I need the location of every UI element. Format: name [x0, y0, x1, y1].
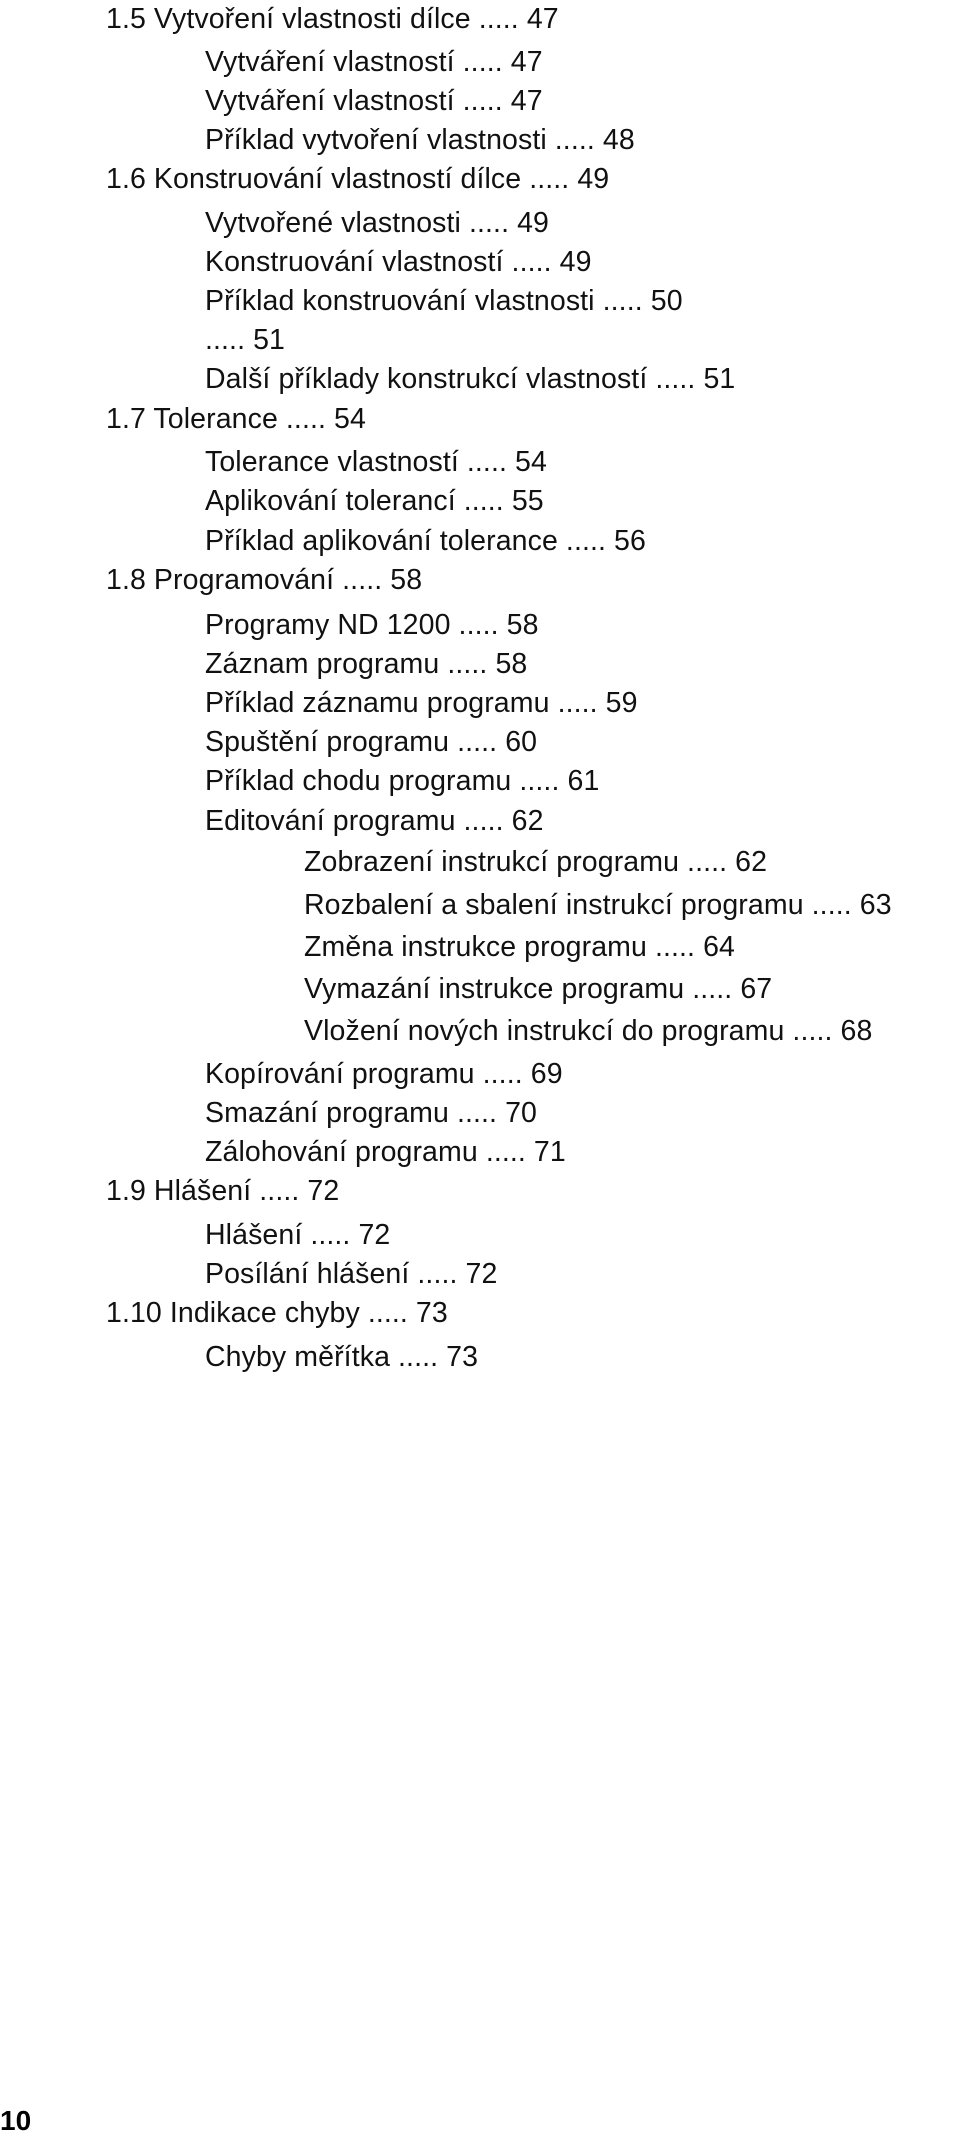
- toc-entry: Vytváření vlastností ..... 47: [205, 85, 543, 117]
- toc-subentry: Rozbalení a sbalení instrukcí programu ..... 63: [304, 889, 892, 921]
- toc-entry: Příklad záznamu programu ..... 59: [205, 687, 638, 719]
- toc-entry: Spuštění programu ..... 60: [205, 726, 538, 758]
- toc-entry: Tolerance vlastností ..... 54: [205, 446, 547, 478]
- toc-heading-1-10: 1.10 Indikace chyby ..... 73: [106, 1297, 448, 1329]
- toc-entry: Zálohování programu ..... 71: [205, 1136, 566, 1168]
- toc-entry: Vytváření vlastností ..... 47: [205, 46, 543, 78]
- toc-entry: Další příklady konstrukcí vlastností ..... 51: [205, 363, 736, 395]
- toc-entry: Záznam programu ..... 58: [205, 648, 528, 680]
- toc-entry: Příklad aplikování tolerance ..... 56: [205, 525, 646, 557]
- toc-heading-1-6: 1.6 Konstruování vlastností dílce ..... 49: [106, 163, 610, 195]
- toc-heading-1-7: 1.7 Tolerance ..... 54: [106, 403, 366, 435]
- toc-entry: Hlášení ..... 72: [205, 1219, 391, 1251]
- toc-entry: Příklad chodu programu ..... 61: [205, 765, 600, 797]
- toc-entry: Programy ND 1200 ..... 58: [205, 609, 539, 641]
- toc-entry: Příklad konstruování vlastnosti ..... 50: [205, 285, 683, 317]
- toc-subentry: Zobrazení instrukcí programu ..... 62: [304, 846, 768, 878]
- toc-subentry: Vložení nových instrukcí do programu ..... 68: [304, 1015, 873, 1047]
- toc-entry: Kopírování programu ..... 69: [205, 1058, 563, 1090]
- toc-entry: Smazání programu ..... 70: [205, 1097, 537, 1129]
- toc-subentry: Změna instrukce programu ..... 64: [304, 931, 735, 963]
- toc-entry: Vytvořené vlastnosti ..... 49: [205, 207, 550, 239]
- toc-entry: Posílání hlášení ..... 72: [205, 1258, 498, 1290]
- toc-subentry: Vymazání instrukce programu ..... 67: [304, 973, 773, 1005]
- toc-heading-1-5: 1.5 Vytvoření vlastnosti dílce ..... 47: [106, 3, 559, 35]
- toc-entry: Příklad vytvoření vlastnosti ..... 48: [205, 124, 635, 156]
- toc-entry: Chyby měřítka ..... 73: [205, 1341, 479, 1373]
- toc-entry: Aplikování tolerancí ..... 55: [205, 485, 544, 517]
- toc-entry: Konstruování vlastností ..... 49: [205, 246, 592, 278]
- page-number: 10: [0, 2105, 32, 2136]
- toc-heading-1-9: 1.9 Hlášení ..... 72: [106, 1175, 340, 1207]
- toc-heading-1-8: 1.8 Programování ..... 58: [106, 564, 423, 596]
- toc-entry: Editování programu ..... 62: [205, 805, 544, 837]
- toc-entry: ..... 51: [205, 324, 286, 356]
